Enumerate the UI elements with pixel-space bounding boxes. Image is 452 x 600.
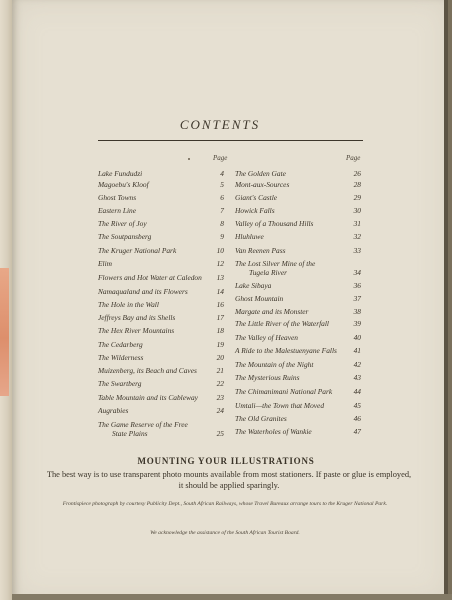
page-title: CONTENTS [179, 117, 261, 132]
entry-title: Mont-aux-Sources [235, 180, 290, 189]
entry-page-number: 42 [353, 360, 361, 369]
entry-page-number: 45 [353, 401, 361, 410]
mounting-instructions: The best way is to use transparent photo mounts available from most stationers. If paste or glue is employed, it should be applied sparingly. [46, 470, 412, 490]
entry-title: The Old Granites [235, 414, 287, 423]
entry-title: The Mysterious Ruins [235, 373, 300, 382]
entry-page-number: 5 [220, 180, 224, 189]
entry-page-number: 34 [353, 268, 361, 277]
entry-title: Lake Fundudzi [98, 169, 143, 178]
left-page-column-header: Page [213, 154, 228, 162]
entry-title: Lake Sibaya [235, 281, 272, 290]
entry-title-continued: State Plains [112, 429, 148, 438]
entry-title: Van Reenen Pass [235, 246, 286, 255]
entry-title: The Mountain of the Night [235, 360, 314, 369]
entry-title: Valley of a Thousand Hills [235, 219, 314, 228]
entry-title: The Chimanimani National Park [235, 387, 333, 396]
entry-page-number: 33 [353, 246, 361, 255]
entry-page-number: 23 [216, 393, 224, 402]
entry-page-number: 29 [353, 193, 361, 202]
entry-page-number: 46 [353, 414, 361, 423]
entry-title: Jeffreys Bay and its Shells [98, 313, 176, 322]
entry-page-number: 17 [216, 313, 224, 322]
entry-page-number: 20 [216, 353, 224, 362]
entry-title: Ghost Towns [98, 193, 137, 202]
entry-page-number: 22 [216, 379, 224, 388]
entry-title: The Valley of Heaven [235, 333, 299, 342]
entry-title: The Little River of the Waterfall [235, 319, 329, 328]
page-edge-shadow [444, 0, 448, 600]
cover-edge-tab [0, 268, 9, 396]
entry-page-number: 41 [353, 346, 361, 355]
entry-title: Margate and its Monster [235, 307, 309, 316]
entry-page-number: 7 [220, 206, 224, 215]
entry-page-number: 19 [216, 340, 224, 349]
entry-title: The Game Reserve of the Free [98, 420, 188, 429]
entry-page-number: 9 [220, 232, 224, 241]
frontispiece-credit: Frontispiece photograph by courtesy Publicity Dept., South African Railways, whose Travel Bureaux arrange tours to the Kruger National Park. [62, 501, 388, 507]
entry-page-number: 8 [220, 219, 224, 228]
entry-title: Augrabies [98, 406, 129, 415]
entry-page-number: 26 [353, 169, 361, 178]
entry-page-number: 16 [216, 300, 224, 309]
entry-page-number: 36 [353, 281, 361, 290]
entry-page-number: 32 [353, 232, 361, 241]
entry-title: Hluhluwe [235, 232, 264, 241]
right-page-column-header: Page [346, 154, 361, 162]
contents-page [12, 0, 448, 600]
entry-page-number: 30 [353, 206, 361, 215]
entry-page-number: 25 [216, 429, 224, 438]
entry-title: The Soutpansberg [98, 232, 152, 241]
page-bottom-edge [12, 594, 452, 600]
entry-title: Muizenberg, its Beach and Caves [98, 366, 197, 375]
entry-title-continued: Tugela River [249, 268, 287, 277]
entry-title: Howick Falls [235, 206, 275, 215]
entry-title: Magoebu's Kloof [98, 180, 149, 189]
entry-title: Ghost Mountain [235, 294, 284, 303]
entry-title: The Wilderness [98, 353, 144, 362]
entry-title: The River of Joy [98, 219, 147, 228]
entry-page-number: 14 [216, 287, 224, 296]
contents-left-column [98, 169, 229, 449]
acknowledgement: We acknowledge the assistance of the South African Tourist Board. [150, 530, 300, 536]
mounting-heading: MOUNTING YOUR ILLUSTRATIONS [137, 456, 315, 466]
entry-page-number: 38 [353, 307, 361, 316]
contents-right-column [235, 169, 363, 449]
entry-title: The Hole in the Wall [98, 300, 159, 309]
printer-dot [188, 158, 190, 160]
entry-page-number: 24 [216, 406, 224, 415]
entry-page-number: 43 [353, 373, 361, 382]
entry-title: The Swartberg [98, 379, 142, 388]
entry-page-number: 37 [353, 294, 361, 303]
entry-page-number: 47 [353, 427, 361, 436]
entry-title: The Lost Silver Mine of the [235, 259, 316, 268]
entry-page-number: 39 [353, 319, 361, 328]
entry-title: The Golden Gate [235, 169, 286, 178]
entry-page-number: 44 [353, 387, 361, 396]
entry-page-number: 13 [216, 273, 224, 282]
entry-page-number: 6 [220, 193, 224, 202]
title-rule [98, 140, 363, 141]
entry-title: A Ride to the Malestuenyane Falls [235, 346, 337, 355]
entry-title: Giant's Castle [235, 193, 278, 202]
entry-title: The Cedarberg [98, 340, 143, 349]
entry-title: Table Mountain and its Cableway [98, 393, 198, 402]
entry-page-number: 28 [353, 180, 361, 189]
entry-title: Umtali—the Town that Moved [235, 401, 325, 410]
entry-title: Flowers and Hot Water at Caledon [98, 273, 202, 282]
entry-title: Elim [98, 259, 112, 268]
entry-page-number: 18 [216, 326, 224, 335]
entry-title: Eastern Line [98, 206, 136, 215]
entry-page-number: 40 [353, 333, 361, 342]
entry-page-number: 31 [353, 219, 361, 228]
entry-page-number: 21 [216, 366, 224, 375]
entry-title: The Waterholes of Wankie [235, 427, 312, 436]
entry-title: Namaqualand and its Flowers [98, 287, 188, 296]
entry-page-number: 4 [220, 169, 224, 178]
entry-title: The Kruger National Park [98, 246, 177, 255]
entry-page-number: 10 [216, 246, 224, 255]
entry-page-number: 12 [216, 259, 224, 268]
entry-title: The Hex River Mountains [98, 326, 175, 335]
